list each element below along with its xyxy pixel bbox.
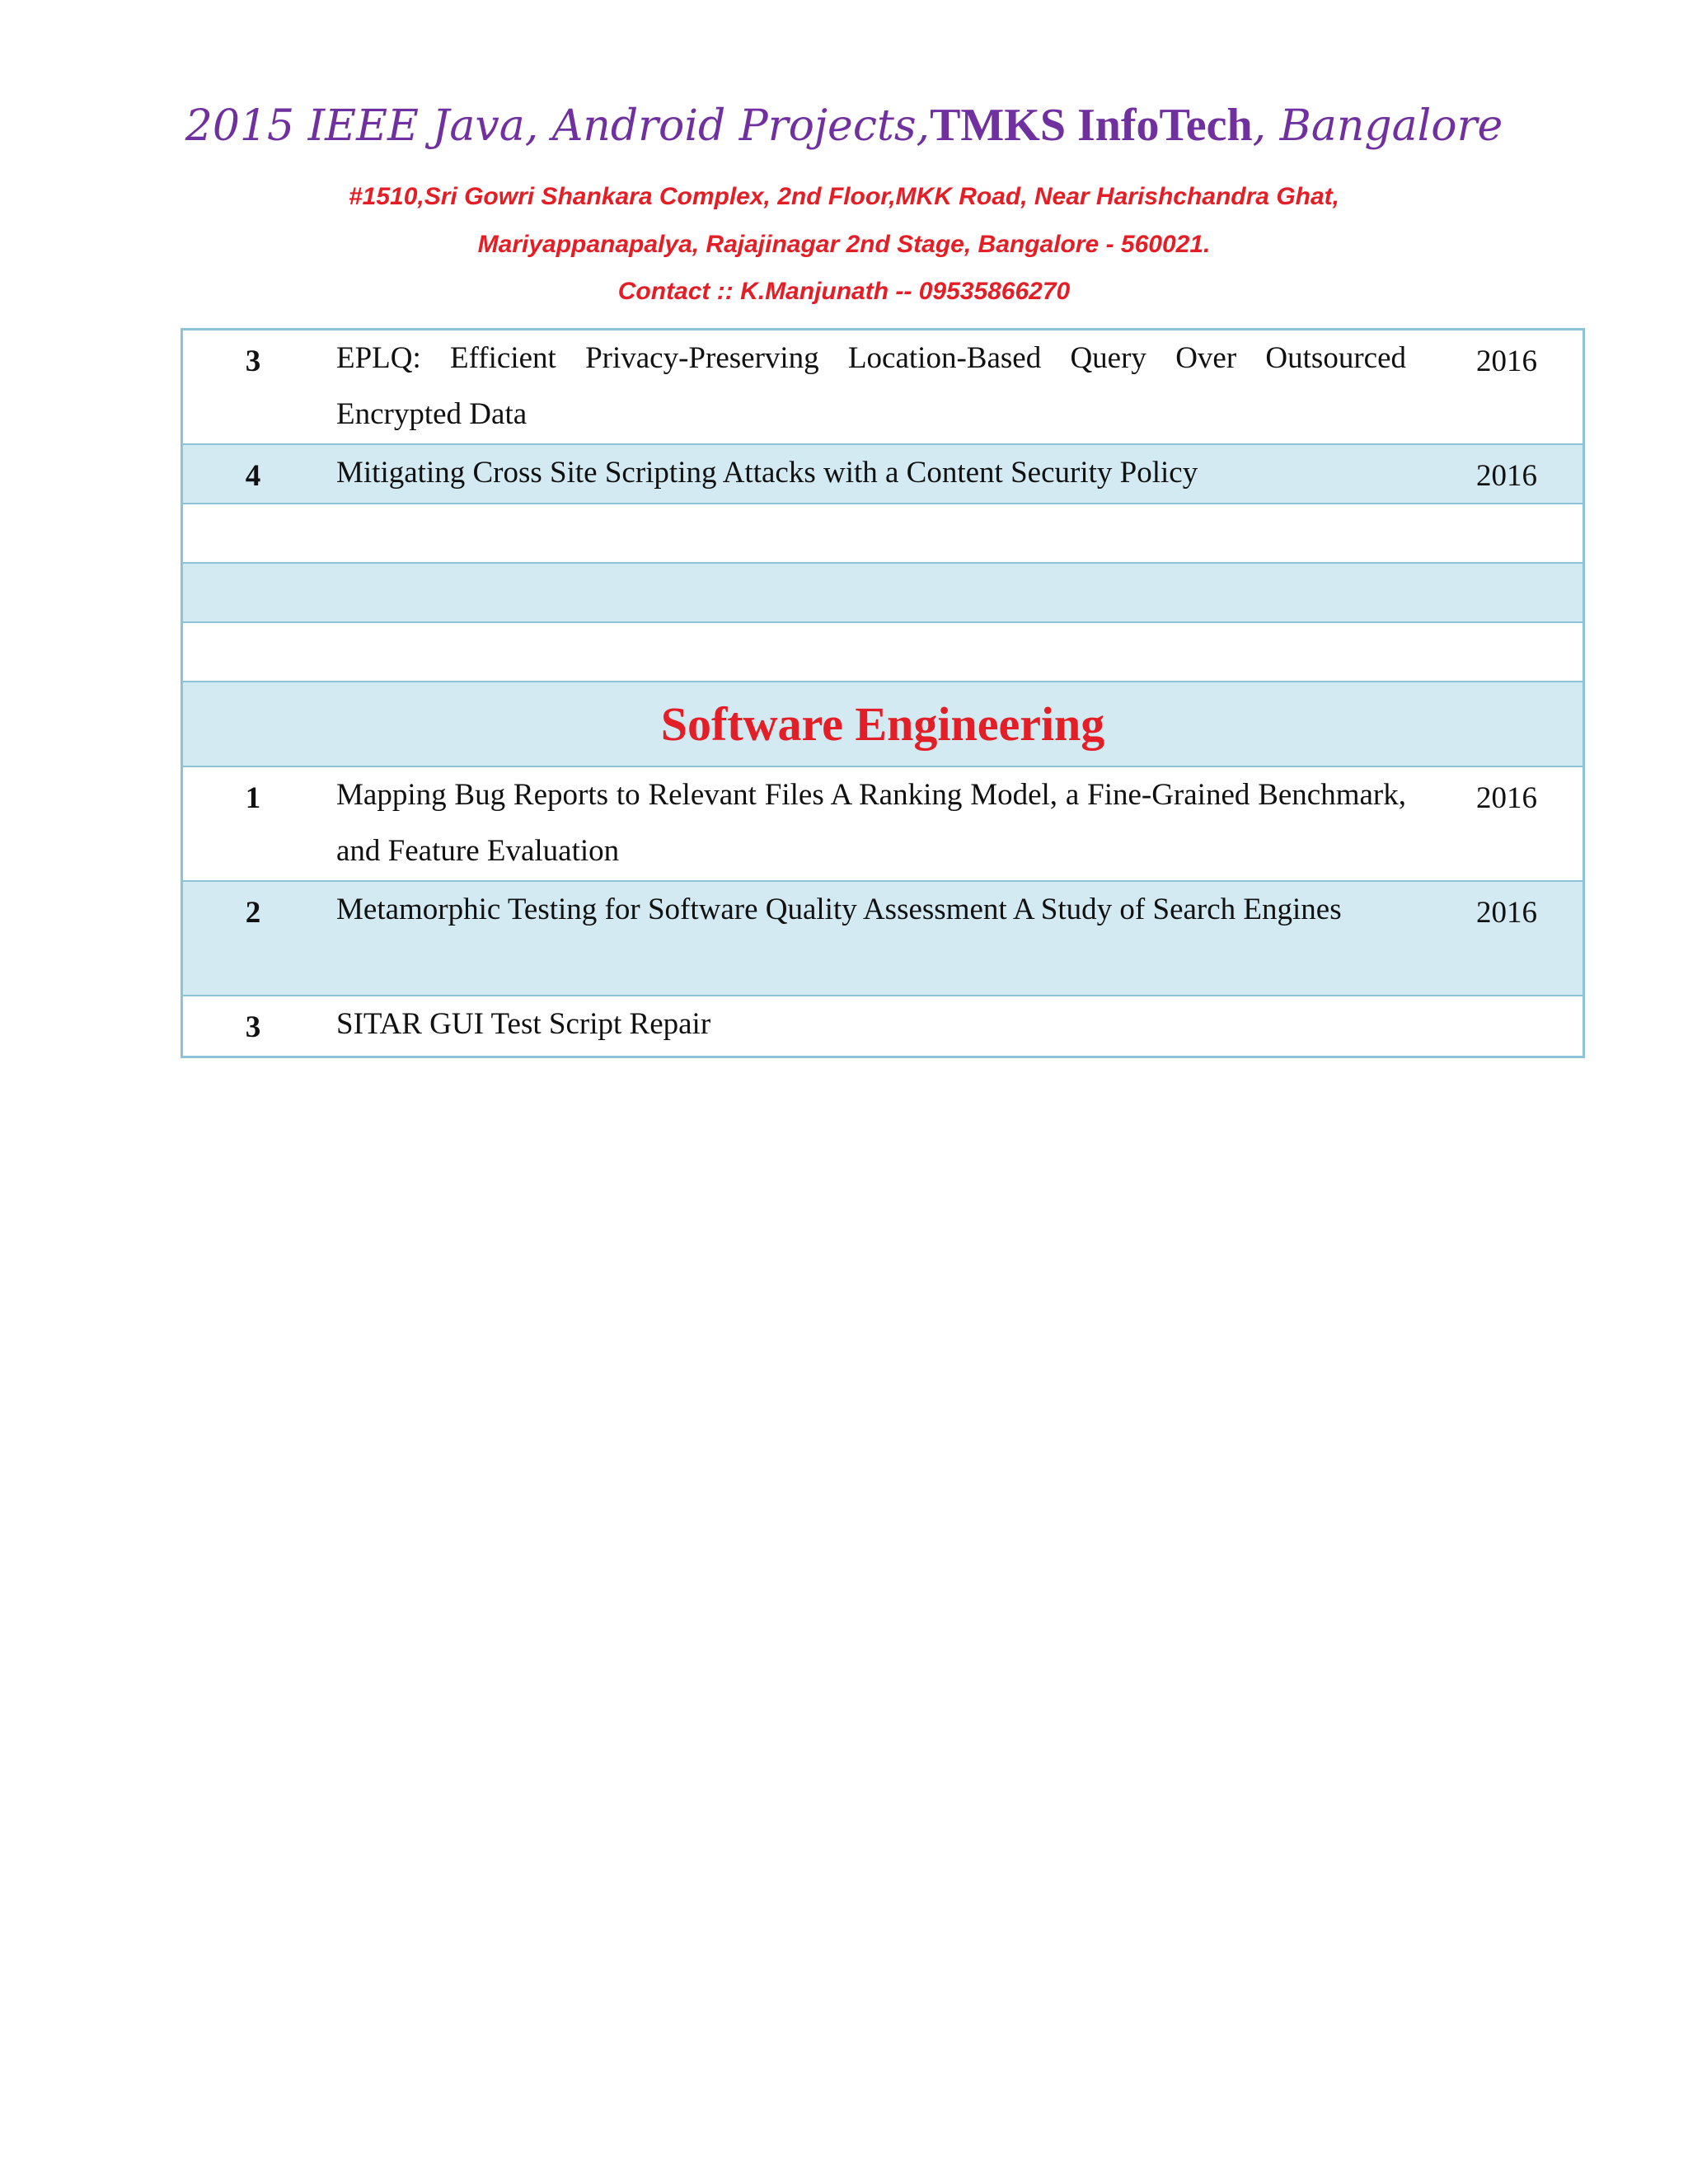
empty-row: [183, 564, 1582, 623]
empty-row: [183, 623, 1582, 682]
row-title: Mapping Bug Reports to Relevant Files A Ranking Model, a Fine-Grained Benchmark, and Feature Evaluation: [336, 778, 1406, 868]
header-title: [0, 99, 1688, 152]
row-number: 3: [245, 1010, 261, 1044]
row-year: 2016: [1476, 344, 1537, 378]
address-line-1: #1510,Sri Gowri Shankara Complex, 2nd Floor,MKK Road, Near Harishchandra Ghat,: [348, 183, 1339, 210]
section-title: Software Engineering: [660, 697, 1105, 751]
section-header-row: [183, 682, 1582, 767]
header-title-prefix: 2015 IEEE Java, Android Projects,: [185, 101, 931, 151]
header-title-suffix: , Bangalore: [1252, 101, 1503, 151]
row-number: 1: [245, 781, 261, 815]
row-title: EPLQ: Efficient Privacy-Preserving Location-Based Query Over Outsourced Encrypted Data: [336, 341, 1406, 431]
contact-line: Contact :: K.Manjunath -- 09535866270: [617, 278, 1071, 305]
row-title: SITAR GUI Test Script Repair: [336, 1007, 711, 1041]
row-year: 2016: [1476, 781, 1537, 815]
address-line-2: Mariyappanapalya, Rajajinagar 2nd Stage, Bangalore - 560021.: [477, 231, 1211, 258]
empty-row: [183, 504, 1582, 564]
row-year: 2016: [1476, 459, 1537, 493]
row-number: 3: [245, 344, 261, 378]
projects-table: [181, 328, 1585, 1058]
table-row: [183, 996, 1582, 1056]
table-row: [183, 767, 1582, 882]
row-title: Mitigating Cross Site Scripting Attacks with a Content Security Policy: [336, 456, 1198, 490]
row-number: 2: [245, 896, 261, 930]
table-row: [183, 330, 1582, 445]
row-number: 4: [245, 459, 261, 493]
table-row: [183, 445, 1582, 504]
header-company-name: TMKS InfoTech: [930, 100, 1253, 151]
row-title: Metamorphic Testing for Software Quality Assessment A Study of Search Engines: [336, 893, 1342, 926]
row-year: 2016: [1476, 896, 1537, 930]
table-row: [183, 882, 1582, 996]
